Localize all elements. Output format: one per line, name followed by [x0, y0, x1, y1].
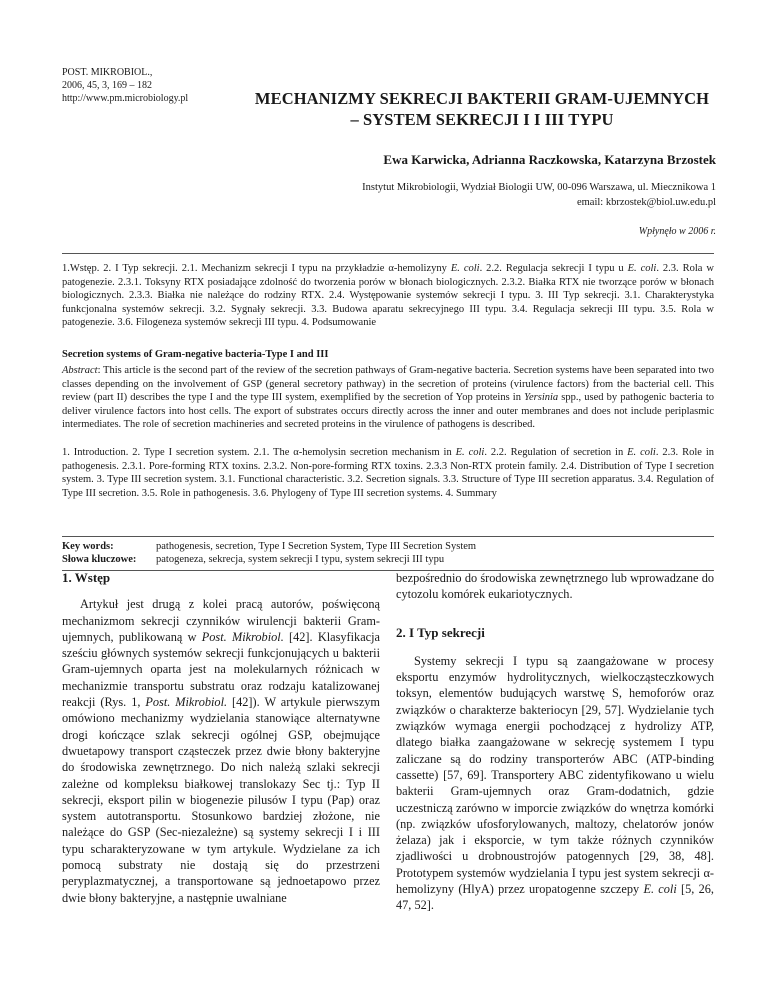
journal-volume: 2006, 45, 3, 169 – 182 [62, 80, 152, 91]
species-name: E. coli [643, 882, 677, 897]
journal-ref: Post. Mikrobiol. [201, 629, 284, 644]
toc-english [62, 446, 714, 500]
abstract-text: : This article is the second part of the review of the secretion pathways of Gram-negative bacteria. Secretion systems have been separated into two classes depending on the involvement of GSP (general secretory pathway) in the secretion of proteins (virulence factors) from the bacterial cell. This review (part II) describes the type I and the type III system, exemplified by the secretion of Yop proteins in [62, 365, 714, 403]
keywords-pl-value: patogeneza, sekrecja, system sekrecji I typu, system sekrecji III typu [156, 554, 445, 565]
journal-url: http://www.pm.microbiology.pl [62, 93, 189, 104]
keywords-en-label: Key words: [62, 541, 114, 552]
left-column [62, 570, 380, 906]
toc-en-species: E. coli [455, 447, 485, 458]
english-title: Secretion systems of Gram-negative bacteria-Type I and III [62, 349, 329, 360]
right-column [396, 570, 714, 914]
journal-name: POST. MIKROBIOL., [62, 67, 153, 78]
intro-paragraph [62, 596, 380, 906]
affiliation-email: email: kbrzostek@biol.uw.edu.pl [576, 197, 716, 208]
toc-en-text: . 2.2. Regulation of secretion in [484, 447, 628, 458]
journal-ref: Post. Mikrobiol. [145, 695, 228, 710]
continuation-paragraph: bezpośrednio do środowiska zewnętrznego lub wprowadzane do cytozolu komórek eukariotycznych. [396, 571, 714, 602]
affiliation-address: Instytut Mikrobiologii, Wydział Biologii UW, 00-096 Warszawa, ul. Miecznikowa 1 [362, 182, 716, 193]
toc-pl-text: . 2.2. Regulacja sekrecji I typu u [479, 263, 628, 274]
keywords-en-value: pathogenesis, secretion, Type I Secretion System, Type III Secretion System [156, 541, 477, 552]
toc-en-text: . 2.3. Role in pathogenesis. 2.3.1. Pore-forming RTX toxins. 2.3.2. Non-pore-forming RTX toxins. 2.3.3 Non-RTX protein family. 2.4. Distribution of Type I secretion system. 3. Type III secretion system. 3.1. Functional characteristic. 3.2. Secretion signals. 3.3. Structure of Type III secretion apparatus. 3.4. Regulation of Type III secretion. 3.5. Role in pathogenesis. 3.6. Phylogeny of Type III secretion systems. 4. Summary [62, 447, 714, 499]
keywords-pl-label: Słowa kluczowe: [62, 554, 137, 565]
abstract-text: spp., used by pathogenic bacteria to deliver virulence factors into host cells. The export of substrates occurs directly across the inner and outer membranes and does not include periplasmic intermediates. The role of secretion machineries and secreted proteins in the virulence of pathogens is described. [62, 392, 714, 430]
abstract-species: Yersinia [524, 392, 559, 403]
keywords-en [62, 540, 714, 553]
type1-text: [5, 26, 47, 52]. [396, 882, 714, 913]
type1-text: Systemy sekrecji I typu są zaangażowane w procesy eksportu enzymów hydrolitycznych, wielkocząsteczkowych toksyn, elementów budujących warstwę S, hemoforów oraz związków o charakterze bakteriocyn [29, 57]. Wydzielanie tych związków wymaga energii pochodzącej z hydrolizy ATP, dlatego białka zaangażowane w sekrecję systemem I typu zaliczane są do rodziny transporterów ABC (ATP-binding cassette) [57, 69]. Transportery ABC zidentyfikowano u wielu bakterii Gram-ujemnych oraz Gram-dodatnich, gdzie uczestniczą zarówno w imporcie związków do wnętrza komórki (np. związków ufosforylowanych, maltozy, chelatorów jonów żelaza) jak i eksporcie, w tym także różnych czynników zjadliwości u drobnoustrojów patogennych [29, 38, 48]. Prototypem systemów wydzielania I typu jest system sekrecji α-hemolizyny (HlyA) przez uropatogenne szczepy [396, 653, 714, 897]
type1-paragraph [396, 653, 714, 914]
toc-en-species: E. coli [627, 447, 656, 458]
title-line-2: – SYSTEM SEKRECJI I I III TYPU [350, 110, 614, 129]
intro-text: [42]. Klasyfikacja sześciu głównych systemów sekrecji funkcjonujących u bakterii Gram-ujemnych oparta jest na molekularnych różnicach w mechanizmie transportu substratu oraz rodzaju katalizowanej reakcji (Rys. 1, [62, 629, 380, 710]
authors: Ewa Karwicka, Adrianna Raczkowska, Katarzyna Brzostek [383, 152, 716, 167]
received-date: Wpłynęło w 2006 r. [638, 226, 716, 237]
abstract [62, 364, 714, 432]
article-title [232, 88, 732, 130]
divider-top [62, 253, 714, 254]
intro-text: [42]). W artykule pierwszym omówiono mechanizmy wydzielania stanowiące alternatywne drogi kończące szlak sekrecji ogólnej GSP, obejmujące dwuetapowy transport cząsteczek przez dwie błony bakteryjne do środowiska zewnętrznego. Do nich należą szlaki sekrecji zależne od kompleksu białkowej translokazy Sec tj.: Typ II sekrecji, eksport pilin w biogenezie pilusów I typu (Pap) oraz system autotransportu. Stosunkowo bardziej złożone, nie należące do GSP (Sec-niezależne) są systemy sekrecji I i III typu scharakteryzowane w tym artykule. Wydzielane za ich pomocą substraty nie dostają się do przestrzeni peryplazmatycznej, a transportowane są jednoetapowo przez dwie błony bakteryjne, a następnie uwalniane [62, 695, 380, 905]
toc-pl-text: 1.Wstęp. 2. I Typ sekrecji. 2.1. Mechanizm sekrecji I typu na przykładzie α-hemolizyny [62, 263, 451, 274]
keywords-pl [62, 553, 714, 566]
affiliation [362, 180, 716, 210]
toc-polish [62, 262, 714, 330]
section-heading-intro: 1. Wstęp [62, 570, 111, 585]
abstract-label: Abstract [62, 365, 98, 376]
toc-pl-text: . 2.3. Rola w patogenezie. 2.3.1. Toksyny RTX posiadające zdolność do tworzenia porów w błonach biologicznych. 2.3.2. Białka RTX nie tworzące porów w błonach biologicznych. 2.3.3. Białka nie należące do rodziny RTX. 2.4. Występowanie systemów sekrecji I typu. 3. III Typ sekrecji. 3.1. Charakterystyka funkcjonalna systemów sekrecji. 3.2. Sygnały sekrecji. 3.3. Budowa aparatu sekrecyjnego III typu. 3.4. Regulacja sekrecji III typu. 3.5. Rola w patogenezie. 3.6. Filogeneza systemów sekrecji III typu. 4. Podsumowanie [62, 263, 714, 328]
title-line-1: MECHANIZMY SEKRECJI BAKTERII GRAM-UJEMNYCH [254, 89, 710, 108]
intro-text: Artykuł jest drugą z kolei pracą autorów, poświęconą mechanizmom sekrecji czynników wirulencji bakterii Gram-ujemnych, publikowaną w [62, 597, 380, 644]
section-heading-type1: 2. I Typ sekrecji [396, 624, 485, 640]
toc-pl-species: E. coli [627, 263, 657, 274]
toc-pl-species: E. coli [450, 263, 480, 274]
divider-keywords-top [62, 536, 714, 537]
toc-en-text: 1. Introduction. 2. Type I secretion system. 2.1. The α-hemolysin secretion mechanism in [62, 447, 456, 458]
